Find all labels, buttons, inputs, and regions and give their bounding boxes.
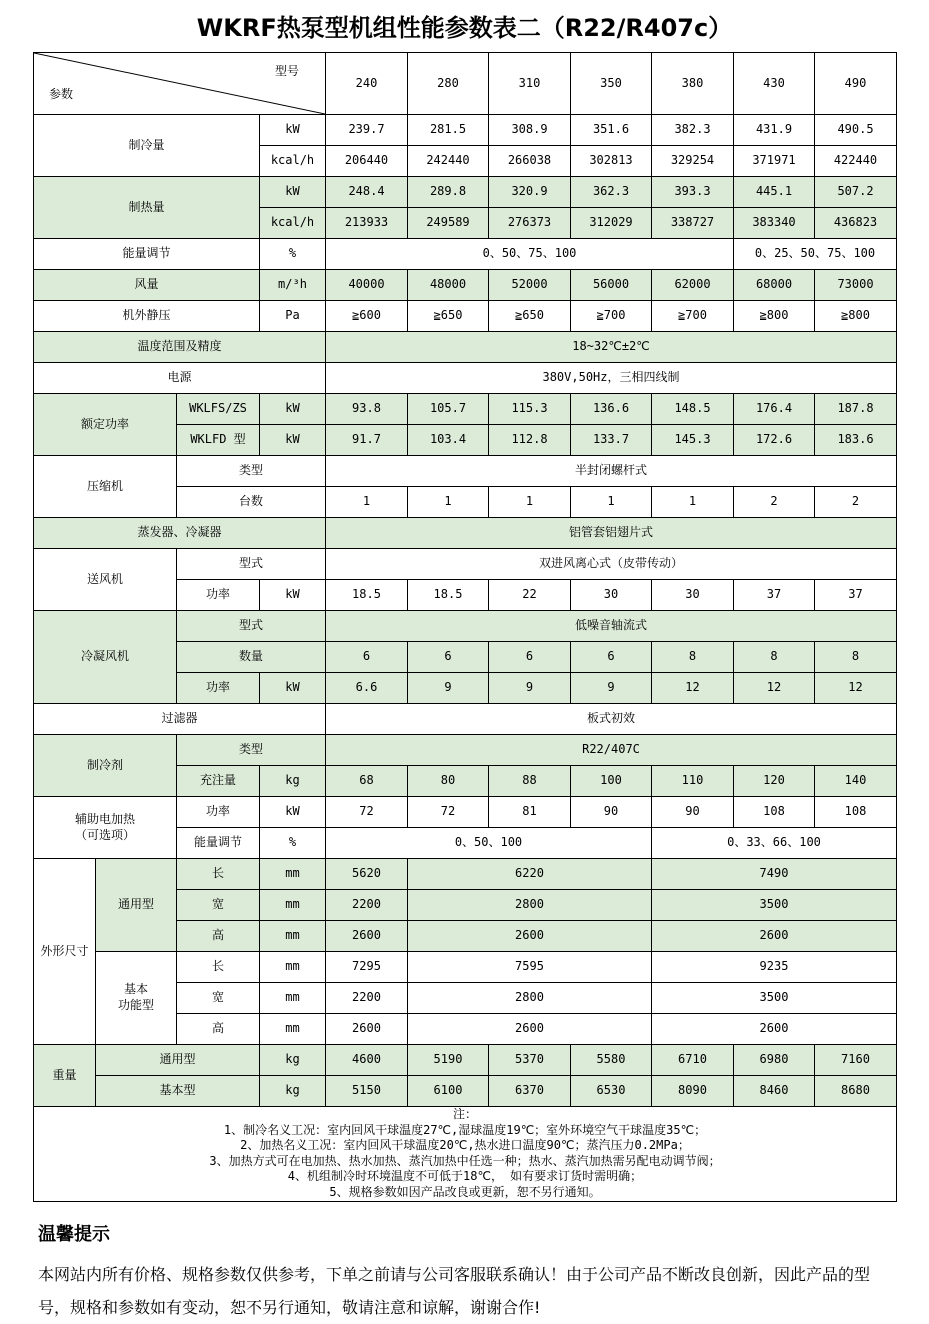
merged-value-cell: 2600 [652, 921, 897, 952]
value-cell: 338727 [652, 208, 734, 239]
compressor-label: 压缩机 [34, 456, 177, 518]
value-cell: 81 [489, 797, 571, 828]
table-header-row [34, 53, 897, 115]
rated-power-label: 额定功率 [34, 394, 177, 456]
value-cell: ≧700 [652, 301, 734, 332]
table-row [34, 332, 897, 363]
unit-cell: kW [260, 425, 326, 456]
value-cell: 120 [734, 766, 815, 797]
model-header-cell: 350 [571, 53, 652, 115]
table-row [34, 859, 897, 890]
evap-cond-label: 蒸发器、冷凝器 [34, 518, 326, 549]
value-cell: 266038 [489, 146, 571, 177]
merged-value-cell: 2600 [408, 921, 652, 952]
table-row [34, 270, 897, 301]
sub-label-cell: WKLFS/ZS [177, 394, 260, 425]
value-cell: 6 [408, 642, 489, 673]
value-cell: ≧700 [571, 301, 652, 332]
model-header-cell: 490 [815, 53, 897, 115]
value-cell: 281.5 [408, 115, 489, 146]
unit-cell: mm [260, 859, 326, 890]
unit-cell: mm [260, 921, 326, 952]
value-cell: 320.9 [489, 177, 571, 208]
value-cell: 72 [408, 797, 489, 828]
value-cell: 206440 [326, 146, 408, 177]
value-cell: 6370 [489, 1076, 571, 1107]
table-row [34, 611, 897, 642]
value-cell: 6710 [652, 1045, 734, 1076]
value-cell: 140 [815, 766, 897, 797]
sub-label-cell: 充注量 [177, 766, 260, 797]
value-cell: 242440 [408, 146, 489, 177]
value-cell: 72 [326, 797, 408, 828]
model-header-cell: 380 [652, 53, 734, 115]
value-cell: 176.4 [734, 394, 815, 425]
value-cell: 213933 [326, 208, 408, 239]
temp-range-label: 温度范围及精度 [34, 332, 326, 363]
value-cell: 93.8 [326, 394, 408, 425]
unit-cell: kcal/h [260, 208, 326, 239]
tip-body: 本网站内所有价格、规格参数仅供参考，下单之前请与公司客服联系确认！由于公司产品不断改良创新，因此产品的型号，规格和参数如有变动，恕不另行通知，敬请注意和谅解，谢谢合作! [38, 1264, 871, 1317]
value-cell: 308.9 [489, 115, 571, 146]
sub-label-cell: 功率 [177, 797, 260, 828]
sub-label-cell: 能量调节 [177, 828, 260, 859]
value-cell: 6 [489, 642, 571, 673]
value-cell: ≧800 [815, 301, 897, 332]
value-cell: 382.3 [652, 115, 734, 146]
value-cell: 239.7 [326, 115, 408, 146]
value-cell: 1 [571, 487, 652, 518]
merged-value-cell: 9235 [652, 952, 897, 983]
merged-value-cell: 0、25、50、75、100 [734, 239, 897, 270]
power-supply-label: 电源 [34, 363, 326, 394]
value-cell: 436823 [815, 208, 897, 239]
dimensions-basic-label [96, 952, 177, 1045]
tip-title: 温馨提示 [38, 1223, 110, 1245]
note-line: 2、加热名义工况：室内回风干球温度20℃,热水进口温度90℃；蒸汽压力0.2MPa； [240, 1138, 690, 1153]
value-cell: 5580 [571, 1045, 652, 1076]
value-cell: 445.1 [734, 177, 815, 208]
merged-value-cell: 18~32℃±2℃ [326, 332, 897, 363]
value-cell: 68 [326, 766, 408, 797]
dim-label-cell: 高 [177, 1014, 260, 1045]
sub-label-cell: 型式 [177, 549, 326, 580]
value-cell: 312029 [571, 208, 652, 239]
value-cell: 68000 [734, 270, 815, 301]
merged-value-cell: 2600 [408, 1014, 652, 1045]
table-row [34, 115, 897, 146]
value-cell: 62000 [652, 270, 734, 301]
unit-cell: kW [260, 394, 326, 425]
table-row [34, 1107, 897, 1202]
value-cell: 30 [571, 580, 652, 611]
sub-label-cell: 通用型 [96, 1045, 260, 1076]
table-row [34, 239, 897, 270]
merged-value-cell: 2800 [408, 983, 652, 1014]
unit-cell: mm [260, 952, 326, 983]
value-cell: 6980 [734, 1045, 815, 1076]
supply-fan-label: 送风机 [34, 549, 177, 611]
value-cell: 112.8 [489, 425, 571, 456]
value-cell: 9 [489, 673, 571, 704]
value-cell: 8 [734, 642, 815, 673]
value-cell: 52000 [489, 270, 571, 301]
value-cell: 100 [571, 766, 652, 797]
dimensions-label: 外形尺寸 [34, 859, 96, 1045]
aux-heater-label [34, 797, 177, 859]
value-cell: 7160 [815, 1045, 897, 1076]
sub-label-cell: 型式 [177, 611, 326, 642]
value-cell: 103.4 [408, 425, 489, 456]
value-cell: 187.8 [815, 394, 897, 425]
table-row [34, 797, 897, 828]
value-cell: 6530 [571, 1076, 652, 1107]
value-cell: ≧650 [408, 301, 489, 332]
table-row [34, 518, 897, 549]
value-cell: 8680 [815, 1076, 897, 1107]
dim-label-cell: 宽 [177, 890, 260, 921]
refrigerant-label: 制冷剂 [34, 735, 177, 797]
merged-value-cell: 0、50、75、100 [326, 239, 734, 270]
weight-label: 重量 [34, 1045, 96, 1107]
value-cell: 507.2 [815, 177, 897, 208]
sub-label-cell: 类型 [177, 735, 326, 766]
value-cell: 40000 [326, 270, 408, 301]
dim-label-cell: 高 [177, 921, 260, 952]
static-pressure-label: 机外静压 [34, 301, 260, 332]
cooling-capacity-label: 制冷量 [34, 115, 260, 177]
value-cell: 490.5 [815, 115, 897, 146]
value-cell: 371971 [734, 146, 815, 177]
value-cell: 88 [489, 766, 571, 797]
value-cell: 2600 [326, 921, 408, 952]
value-cell: 56000 [571, 270, 652, 301]
unit-cell: Pa [260, 301, 326, 332]
unit-cell: kW [260, 580, 326, 611]
value-cell: 276373 [489, 208, 571, 239]
value-cell: 105.7 [408, 394, 489, 425]
unit-cell: mm [260, 890, 326, 921]
value-cell: 8460 [734, 1076, 815, 1107]
value-cell: 5620 [326, 859, 408, 890]
dim-label-cell: 宽 [177, 983, 260, 1014]
merged-value-cell: 板式初效 [326, 704, 897, 735]
model-header-cell: 240 [326, 53, 408, 115]
table-row [34, 704, 897, 735]
value-cell: 18.5 [408, 580, 489, 611]
table-row [34, 1076, 897, 1107]
dimensions-basic-label-line2: 功能型 [117, 998, 154, 1012]
value-cell: 351.6 [571, 115, 652, 146]
unit-cell: mm [260, 983, 326, 1014]
notes-title: 注： [452, 1107, 477, 1121]
air-volume-label: 风量 [34, 270, 260, 301]
value-cell: 30 [652, 580, 734, 611]
page-title: WKRF热泵型机组性能参数表二（R22/R407c） [196, 14, 733, 42]
dimensions-general-label: 通用型 [96, 859, 177, 952]
merged-value-cell: 低噪音轴流式 [326, 611, 897, 642]
value-cell: 383340 [734, 208, 815, 239]
merged-value-cell: 0、33、66、100 [652, 828, 897, 859]
value-cell: 5150 [326, 1076, 408, 1107]
value-cell: 115.3 [489, 394, 571, 425]
model-axis-label: 型号 [274, 64, 299, 78]
unit-cell: mm [260, 1014, 326, 1045]
value-cell: 172.6 [734, 425, 815, 456]
filter-label: 过滤器 [34, 704, 326, 735]
value-cell: 7295 [326, 952, 408, 983]
value-cell: 12 [815, 673, 897, 704]
unit-cell: kg [260, 766, 326, 797]
value-cell: 6 [571, 642, 652, 673]
value-cell: 2 [734, 487, 815, 518]
table-row [34, 177, 897, 208]
value-cell: 1 [408, 487, 489, 518]
value-cell: 91.7 [326, 425, 408, 456]
model-header-cell: 280 [408, 53, 489, 115]
aux-heater-label-line1: 辅助电加热 [74, 811, 135, 826]
unit-cell: kg [260, 1076, 326, 1107]
value-cell: 148.5 [652, 394, 734, 425]
table-row [34, 363, 897, 394]
value-cell: 6 [326, 642, 408, 673]
merged-value-cell: 6220 [408, 859, 652, 890]
value-cell: 12 [734, 673, 815, 704]
merged-value-cell: 0、50、100 [326, 828, 652, 859]
notes-cell [34, 1107, 897, 1202]
value-cell: 289.8 [408, 177, 489, 208]
unit-cell: kW [260, 797, 326, 828]
value-cell: 249589 [408, 208, 489, 239]
merged-value-cell: 半封闭螺杆式 [326, 456, 897, 487]
value-cell: 8 [652, 642, 734, 673]
unit-cell: kW [260, 177, 326, 208]
value-cell: 2200 [326, 983, 408, 1014]
sub-label-cell: 功率 [177, 580, 260, 611]
value-cell: 5190 [408, 1045, 489, 1076]
value-cell: 8 [815, 642, 897, 673]
value-cell: 108 [734, 797, 815, 828]
page [0, 8, 929, 1324]
table-row [34, 301, 897, 332]
merged-value-cell: 3500 [652, 983, 897, 1014]
unit-cell: % [260, 239, 326, 270]
dim-label-cell: 长 [177, 952, 260, 983]
value-cell: 6.6 [326, 673, 408, 704]
value-cell: 12 [652, 673, 734, 704]
note-line: 1、制冷名义工况：室内回风干球温度27℃,湿球温度19℃；室外环境空气干球温度35℃； [223, 1122, 707, 1137]
value-cell: 1 [326, 487, 408, 518]
value-cell: 422440 [815, 146, 897, 177]
spec-table [33, 52, 897, 1202]
value-cell: 37 [815, 580, 897, 611]
aux-heater-label-line2: （可选项） [74, 827, 135, 842]
diagonal-header-cell [34, 53, 326, 115]
sub-label-cell: 台数 [177, 487, 326, 518]
unit-cell: kg [260, 1045, 326, 1076]
value-cell: 8090 [652, 1076, 734, 1107]
table-row [34, 735, 897, 766]
unit-cell: kW [260, 115, 326, 146]
value-cell: 393.3 [652, 177, 734, 208]
dimensions-basic-label-line1: 基本 [123, 982, 148, 997]
value-cell: 431.9 [734, 115, 815, 146]
param-axis-label: 参数 [49, 87, 74, 102]
value-cell: 2 [815, 487, 897, 518]
value-cell: 22 [489, 580, 571, 611]
value-cell: 2600 [326, 1014, 408, 1045]
merged-value-cell: 7595 [408, 952, 652, 983]
note-line: 4、机组制冷时环境温度不可低于18℃， 如有要求订货时需明确； [287, 1169, 643, 1184]
value-cell: 73000 [815, 270, 897, 301]
value-cell: 145.3 [652, 425, 734, 456]
note-line: 3、加热方式可在电加热、热水加热、蒸汽加热中任选一种；热水、蒸汽加热需另配电动调节阀； [209, 1153, 721, 1168]
sub-label-cell: 数量 [177, 642, 326, 673]
merged-value-cell: 7490 [652, 859, 897, 890]
value-cell: ≧650 [489, 301, 571, 332]
value-cell: 302813 [571, 146, 652, 177]
value-cell: 80 [408, 766, 489, 797]
value-cell: 1 [652, 487, 734, 518]
value-cell: 362.3 [571, 177, 652, 208]
merged-value-cell: 2800 [408, 890, 652, 921]
merged-value-cell: 380V,50Hz，三相四线制 [326, 363, 897, 394]
tip-section [38, 1220, 893, 1324]
value-cell: 329254 [652, 146, 734, 177]
value-cell: 248.4 [326, 177, 408, 208]
merged-value-cell: 双进风离心式（皮带传动） [326, 549, 897, 580]
model-header-cell: 430 [734, 53, 815, 115]
value-cell: 5370 [489, 1045, 571, 1076]
model-header-cell: 310 [489, 53, 571, 115]
heating-capacity-label: 制热量 [34, 177, 260, 239]
value-cell: 6100 [408, 1076, 489, 1107]
merged-value-cell: R22/407C [326, 735, 897, 766]
merged-value-cell: 铝管套铝翅片式 [326, 518, 897, 549]
value-cell: ≧800 [734, 301, 815, 332]
value-cell: 136.6 [571, 394, 652, 425]
table-row [34, 549, 897, 580]
value-cell: 37 [734, 580, 815, 611]
value-cell: 90 [652, 797, 734, 828]
value-cell: 110 [652, 766, 734, 797]
value-cell: 133.7 [571, 425, 652, 456]
unit-cell: kcal/h [260, 146, 326, 177]
unit-cell: m/³h [260, 270, 326, 301]
value-cell: 48000 [408, 270, 489, 301]
value-cell: 18.5 [326, 580, 408, 611]
sub-label-cell: 类型 [177, 456, 326, 487]
value-cell: 9 [571, 673, 652, 704]
sub-label-cell: 功率 [177, 673, 260, 704]
value-cell: 1 [489, 487, 571, 518]
unit-cell: kW [260, 673, 326, 704]
energy-adjust-label: 能量调节 [34, 239, 260, 270]
merged-value-cell: 3500 [652, 890, 897, 921]
table-row [34, 952, 897, 983]
sub-label-cell: WKLFD 型 [177, 425, 260, 456]
table-row [34, 394, 897, 425]
unit-cell: % [260, 828, 326, 859]
condenser-fan-label: 冷凝风机 [34, 611, 177, 704]
sub-label-cell: 基本型 [96, 1076, 260, 1107]
dim-label-cell: 长 [177, 859, 260, 890]
value-cell: 9 [408, 673, 489, 704]
value-cell: 183.6 [815, 425, 897, 456]
note-line: 5、规格参数如因产品改良或更新，恕不另行通知。 [329, 1184, 601, 1199]
value-cell: 2200 [326, 890, 408, 921]
table-row [34, 1045, 897, 1076]
value-cell: 90 [571, 797, 652, 828]
value-cell: 108 [815, 797, 897, 828]
value-cell: 4600 [326, 1045, 408, 1076]
merged-value-cell: 2600 [652, 1014, 897, 1045]
table-row [34, 456, 897, 487]
diagonal-divider-line [34, 53, 325, 114]
value-cell: ≧600 [326, 301, 408, 332]
